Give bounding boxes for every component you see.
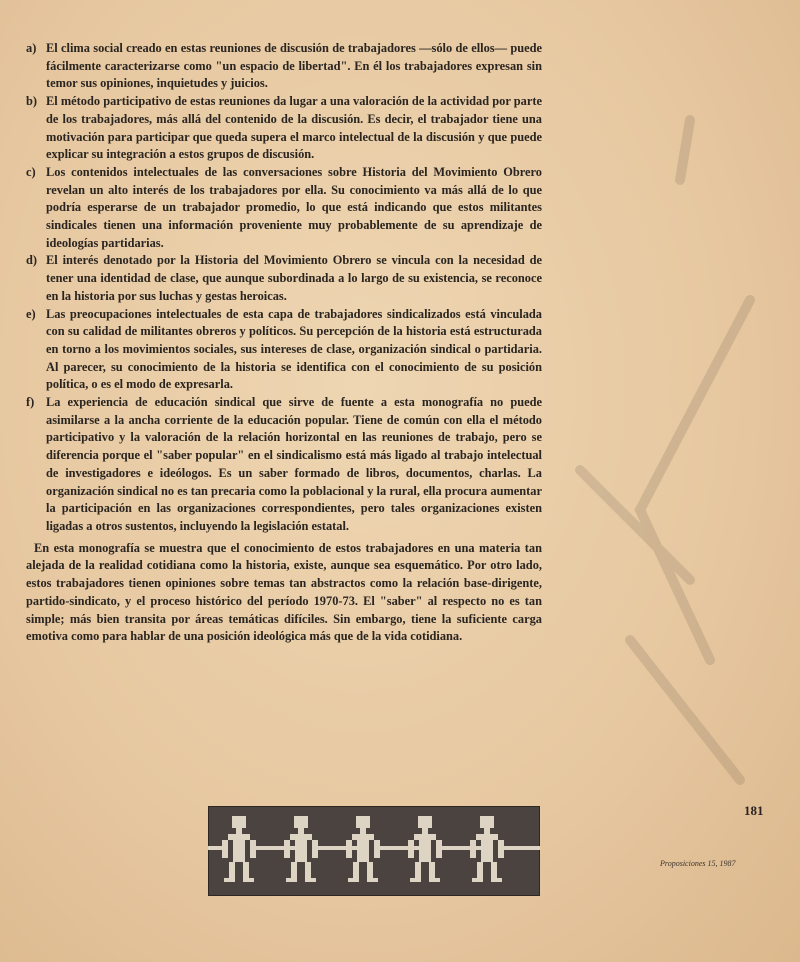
list-marker: a)	[26, 41, 37, 55]
list-marker: b)	[26, 94, 38, 109]
page-number: 181	[744, 803, 764, 818]
footer-source: Proposiciones 15, 1987	[660, 859, 736, 868]
list-item-text: El interés denotado por la Historia del Movimiento Obrero se vincula con la necesidad de tener una identidad de clase, que aunque subordinada a lo largo de su existencia, se reconoce en la historia por sus luchas y gestas heroicas.	[46, 253, 542, 303]
list-item-text: El clima social creado en estas reuniones de discusión de trabajadores —sólo de ellos— puede fácilmente caracterizarse como "un espacio de libertad". En él los trabajadores expresan sin temor sus opiniones, inquietudes y juicios.	[46, 41, 542, 91]
list-item-f	[26, 394, 542, 536]
figures-ornament	[208, 806, 540, 896]
list-item-b	[26, 93, 542, 164]
body-text	[26, 40, 542, 646]
list-item-e	[26, 306, 542, 395]
closing-paragraph: En esta monografía se muestra que el conocimiento de estos trabajadores en una materia tan alejada de la realidad cotidiana como la historia, existe, aunque sea esquemático. Por otro lado, estos trabajadores tienen opiniones sobre temas tan abstractos como la relación base-dirigente, partido-sindicato, y el proceso histórico del período 1970-73. El "saber" al respecto no es tan simple; más bien transita por áreas temáticas difíciles. Sin embargo, tiene la suficiente carga emotiva como para hablar de una posición ideológica más que de la vida cotidiana.	[26, 540, 542, 644]
list-item-d	[26, 252, 542, 305]
list-item-text: El método participativo de estas reuniones da lugar a una valoración de la actividad por parte de los trabajadores, más allá del contenido de la discusión. Es decir, el trabajador tiene una motivación para participar que queda supera el marco intelectual de la discusión y que puede explicar su integración a estos grupos de discusión.	[46, 94, 542, 162]
list-marker: f)	[26, 395, 35, 410]
list-marker: c)	[26, 164, 36, 179]
list-item-text: La experiencia de educación sindical que sirve de fuente a esta monografía no puede asimilarse a la ancha corriente de la educación popular. Tiene de común con ella el método participativo y la valoración de la relación horizontal en las reuniones de trabajo, pero se diferencia porque el "saber popular" en el sindicalismo está más ligado al trabajo intelectual de investigadores e ideólogos. Es un saber formado de libros, documentos, charlas. La organización sindical no es tan precaria como la poblacional y la rural, ella procura aumentar la participación en las organizaciones correspondientes, pero tales organizaciones existen ligadas a otros sustentos, incluyendo la legislación estatal.	[46, 395, 542, 533]
list-marker: e)	[26, 306, 36, 321]
list-marker: d)	[26, 253, 38, 268]
list-item-a	[26, 40, 542, 93]
list-item-text: Los contenidos intelectuales de las conversaciones sobre Historia del Movimiento Obrero revelan un alto interés de los trabajadores por ella. Su conocimiento va más allá de lo que podría esperarse de un trabajador promedio, lo que está indicando que estos militantes sindicales tienen una información proveniente muy probablemente de su aprendizaje de ideologías partidarias.	[46, 164, 542, 250]
list-item-c	[26, 164, 542, 253]
list-item-text: Las preocupaciones intelectuales de esta capa de trabajadores sindicalizados está vinculada con su calidad de militantes obreros y políticos. Su percepción de la historia está estructurada en torno a los movimientos sociales, sus intereses de clase, organización sindical o partidaria. Al parecer, su conocimiento de la historia se identifica con el conocimiento de su posición política, o es el modo de expresarla.	[46, 306, 542, 392]
